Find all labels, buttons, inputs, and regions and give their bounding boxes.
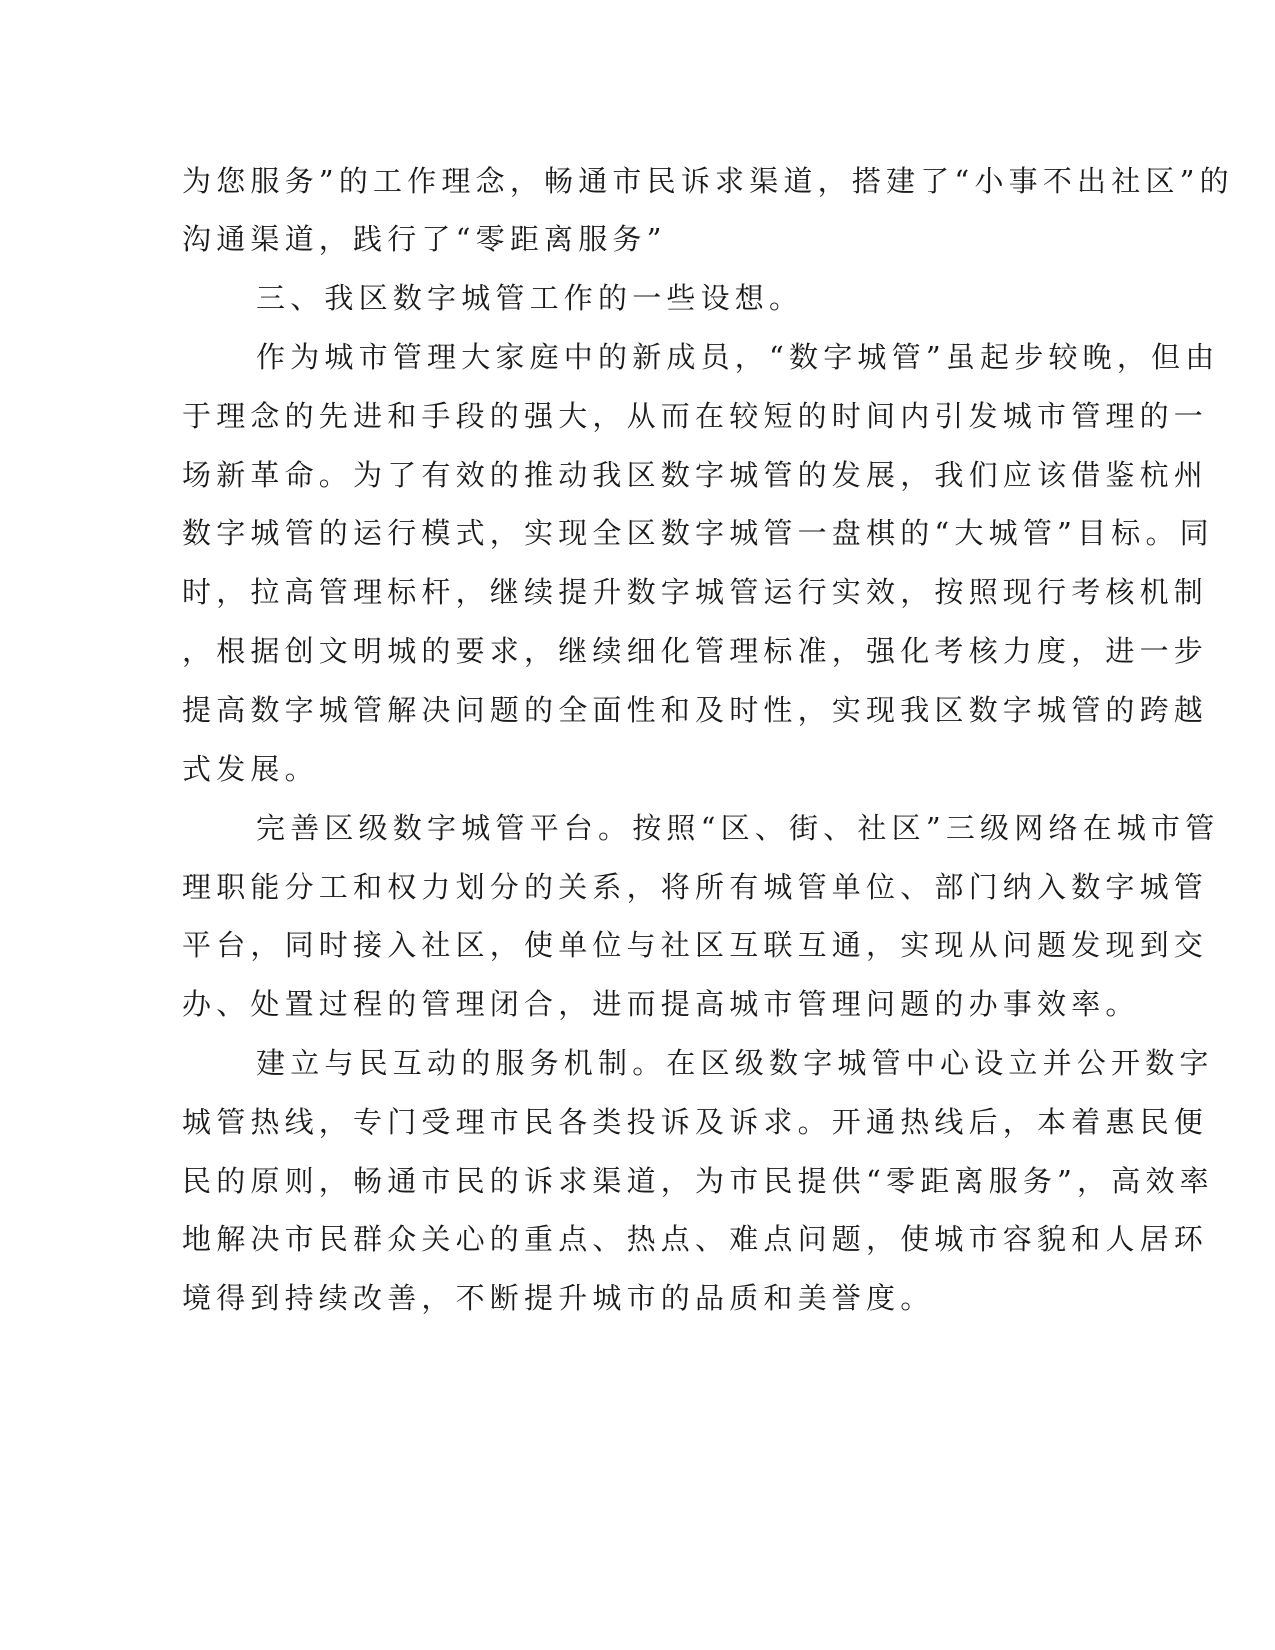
text-line: 沟通渠道，践行了“零距离服务” (182, 222, 667, 256)
text-line: 为您服务”的工作理念，畅通市民诉求渠道，搭建了“小事不出社区”的 (182, 164, 1234, 198)
text-line: 境得到持续改善，不断提升城市的品质和美誉度。 (182, 1281, 935, 1315)
text-line: 民的原则，畅通市民的诉求渠道，为市民提供“零距离服务”，高效率 (182, 1164, 1214, 1198)
text-line: 时，拉高管理标杆，继续提升数字城管运行实效，按照现行考核机制 (182, 575, 1209, 609)
text-line: 城管热线，专门受理市民各类投诉及诉求。开通热线后，本着惠民便 (182, 1105, 1209, 1139)
text-line: 理职能分工和权力划分的关系，将所有城管单位、部门纳入数字城管 (182, 870, 1209, 904)
text-line: 平台，同时接入社区，使单位与社区互联互通，实现从问题发现到交 (182, 928, 1209, 962)
section-heading: 三、我区数字城管工作的一些设想。 (256, 281, 804, 315)
text-line: 于理念的先进和手段的强大，从而在较短的时间内引发城市管理的一 (182, 399, 1209, 433)
text-line: 地解决市民群众关心的重点、热点、难点问题，使城市容貌和人居环 (182, 1222, 1209, 1256)
text-line: 场新革命。为了有效的推动我区数字城管的发展，我们应该借鉴杭州 (182, 458, 1209, 492)
text-line: 数字城管的运行模式，实现全区数字城管一盘棋的“大城管”目标。同 (182, 516, 1214, 550)
text-line: 完善区级数字城管平台。按照“区、街、社区”三级网络在城市管 (256, 811, 1220, 845)
text-line: 式发展。 (182, 752, 319, 786)
text-line: ，根据创文明城的要求，继续细化管理标准，强化考核力度，进一步 (182, 634, 1209, 668)
text-line: 建立与民互动的服务机制。在区级数字城管中心设立并公开数字 (256, 1046, 1214, 1080)
text-line: 提高数字城管解决问题的全面性和及时性，实现我区数字城管的跨越 (182, 693, 1209, 727)
text-line: 作为城市管理大家庭中的新成员，“数字城管”虽起步较晚，但由 (256, 340, 1220, 374)
text-line: 办、处置过程的管理闭合，进而提高城市管理问题的办事效率。 (182, 987, 1140, 1021)
